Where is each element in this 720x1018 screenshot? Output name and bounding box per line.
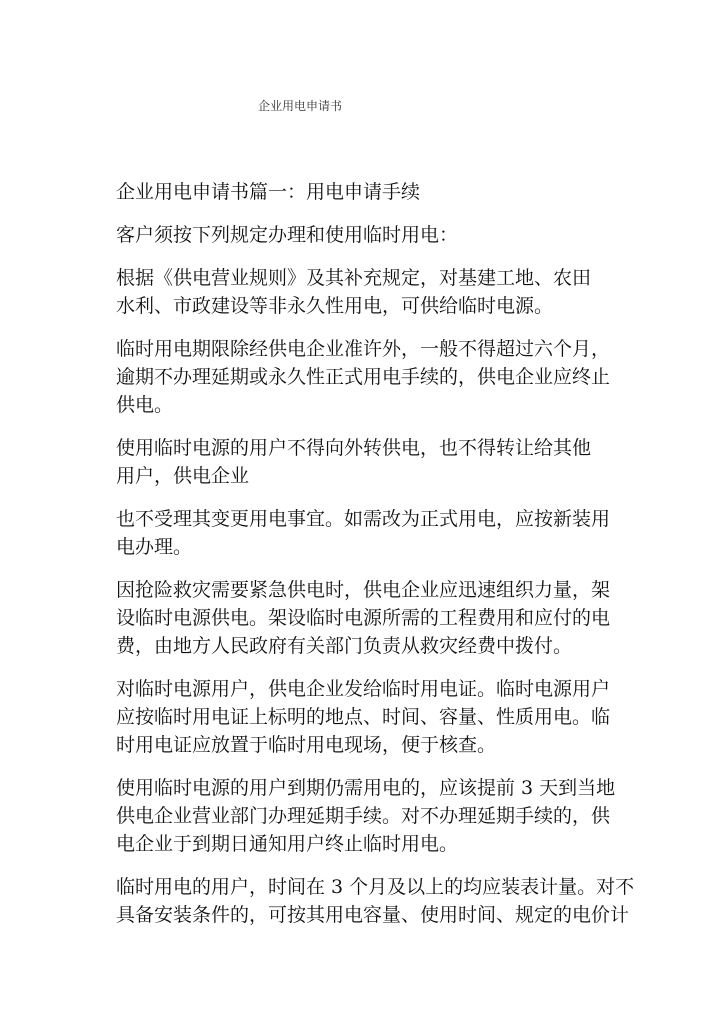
text-line: 时用电证应放置于临时用电现场，便于核查。 (116, 734, 497, 756)
text-line: 电办理。 (116, 536, 193, 558)
body-paragraph (116, 873, 672, 929)
text-line: 费，由地方人民政府有关部门负责从救灾经费中拨付。 (116, 635, 573, 657)
text-line: 供电企业营业部门办理延期手续。对不办理延期手续的，供 (116, 805, 611, 827)
body-paragraph (116, 675, 672, 759)
text-line: 客户须按下列规定办理和使用临时用电： (116, 224, 459, 246)
text-line: 临时用电期限除经供电企业准许外，一般不得超过六个月， (116, 338, 611, 360)
text-line: 临时用电的用户，时间在 3 个月及以上的均应装表计量。对不 (116, 876, 635, 898)
text-line: 设临时电源供电。架设临时电源所需的工程费用和应付的电 (116, 607, 611, 629)
body-paragraph (116, 264, 672, 320)
text-line: 应按临时用电证上标明的地点、时间、容量、性质用电。临 (116, 706, 611, 728)
body-paragraph (116, 434, 672, 490)
body-paragraph (116, 576, 672, 660)
text-line: 根据《供电营业规则》及其补充规定，对基建工地、农田 (116, 267, 592, 289)
text-line: 因抢险救灾需要紧急供电时，供电企业应迅速组织力量，架 (116, 579, 611, 601)
text-line: 用户，供电企业 (116, 465, 250, 487)
text-line: 使用临时电源的用户不得向外转供电，也不得转让给其他 (116, 437, 592, 459)
document-body (116, 178, 672, 944)
text-line: 具备安装条件的，可按其用电容量、使用时间、规定的电价计 (116, 904, 630, 926)
text-line: 也不受理其变更用电事宜。如需改为正式用电，应按新装用 (116, 508, 611, 530)
page-header-title: 企业用电申请书 (258, 99, 343, 113)
text-line: 供电。 (116, 394, 174, 416)
text-line: 逾期不办理延期或永久性正式用电手续的，供电企业应终止 (116, 366, 611, 388)
body-paragraph (116, 774, 672, 858)
text-line: 使用临时电源的用户到期仍需用电的，应该提前 3 天到当地 (116, 777, 616, 799)
text-line: 对临时电源用户，供电企业发给临时用电证。临时电源用户 (116, 678, 611, 700)
text-line: 企业用电申请书篇一：用电申请手续 (116, 181, 421, 203)
body-paragraph (116, 335, 672, 419)
text-line: 水利、市政建设等非永久性用电，可供给临时电源。 (116, 295, 554, 317)
heading-paragraph (116, 178, 672, 206)
body-paragraph (116, 221, 672, 249)
body-paragraph (116, 505, 672, 561)
text-line: 电企业于到期日通知用户终止临时用电。 (116, 833, 459, 855)
